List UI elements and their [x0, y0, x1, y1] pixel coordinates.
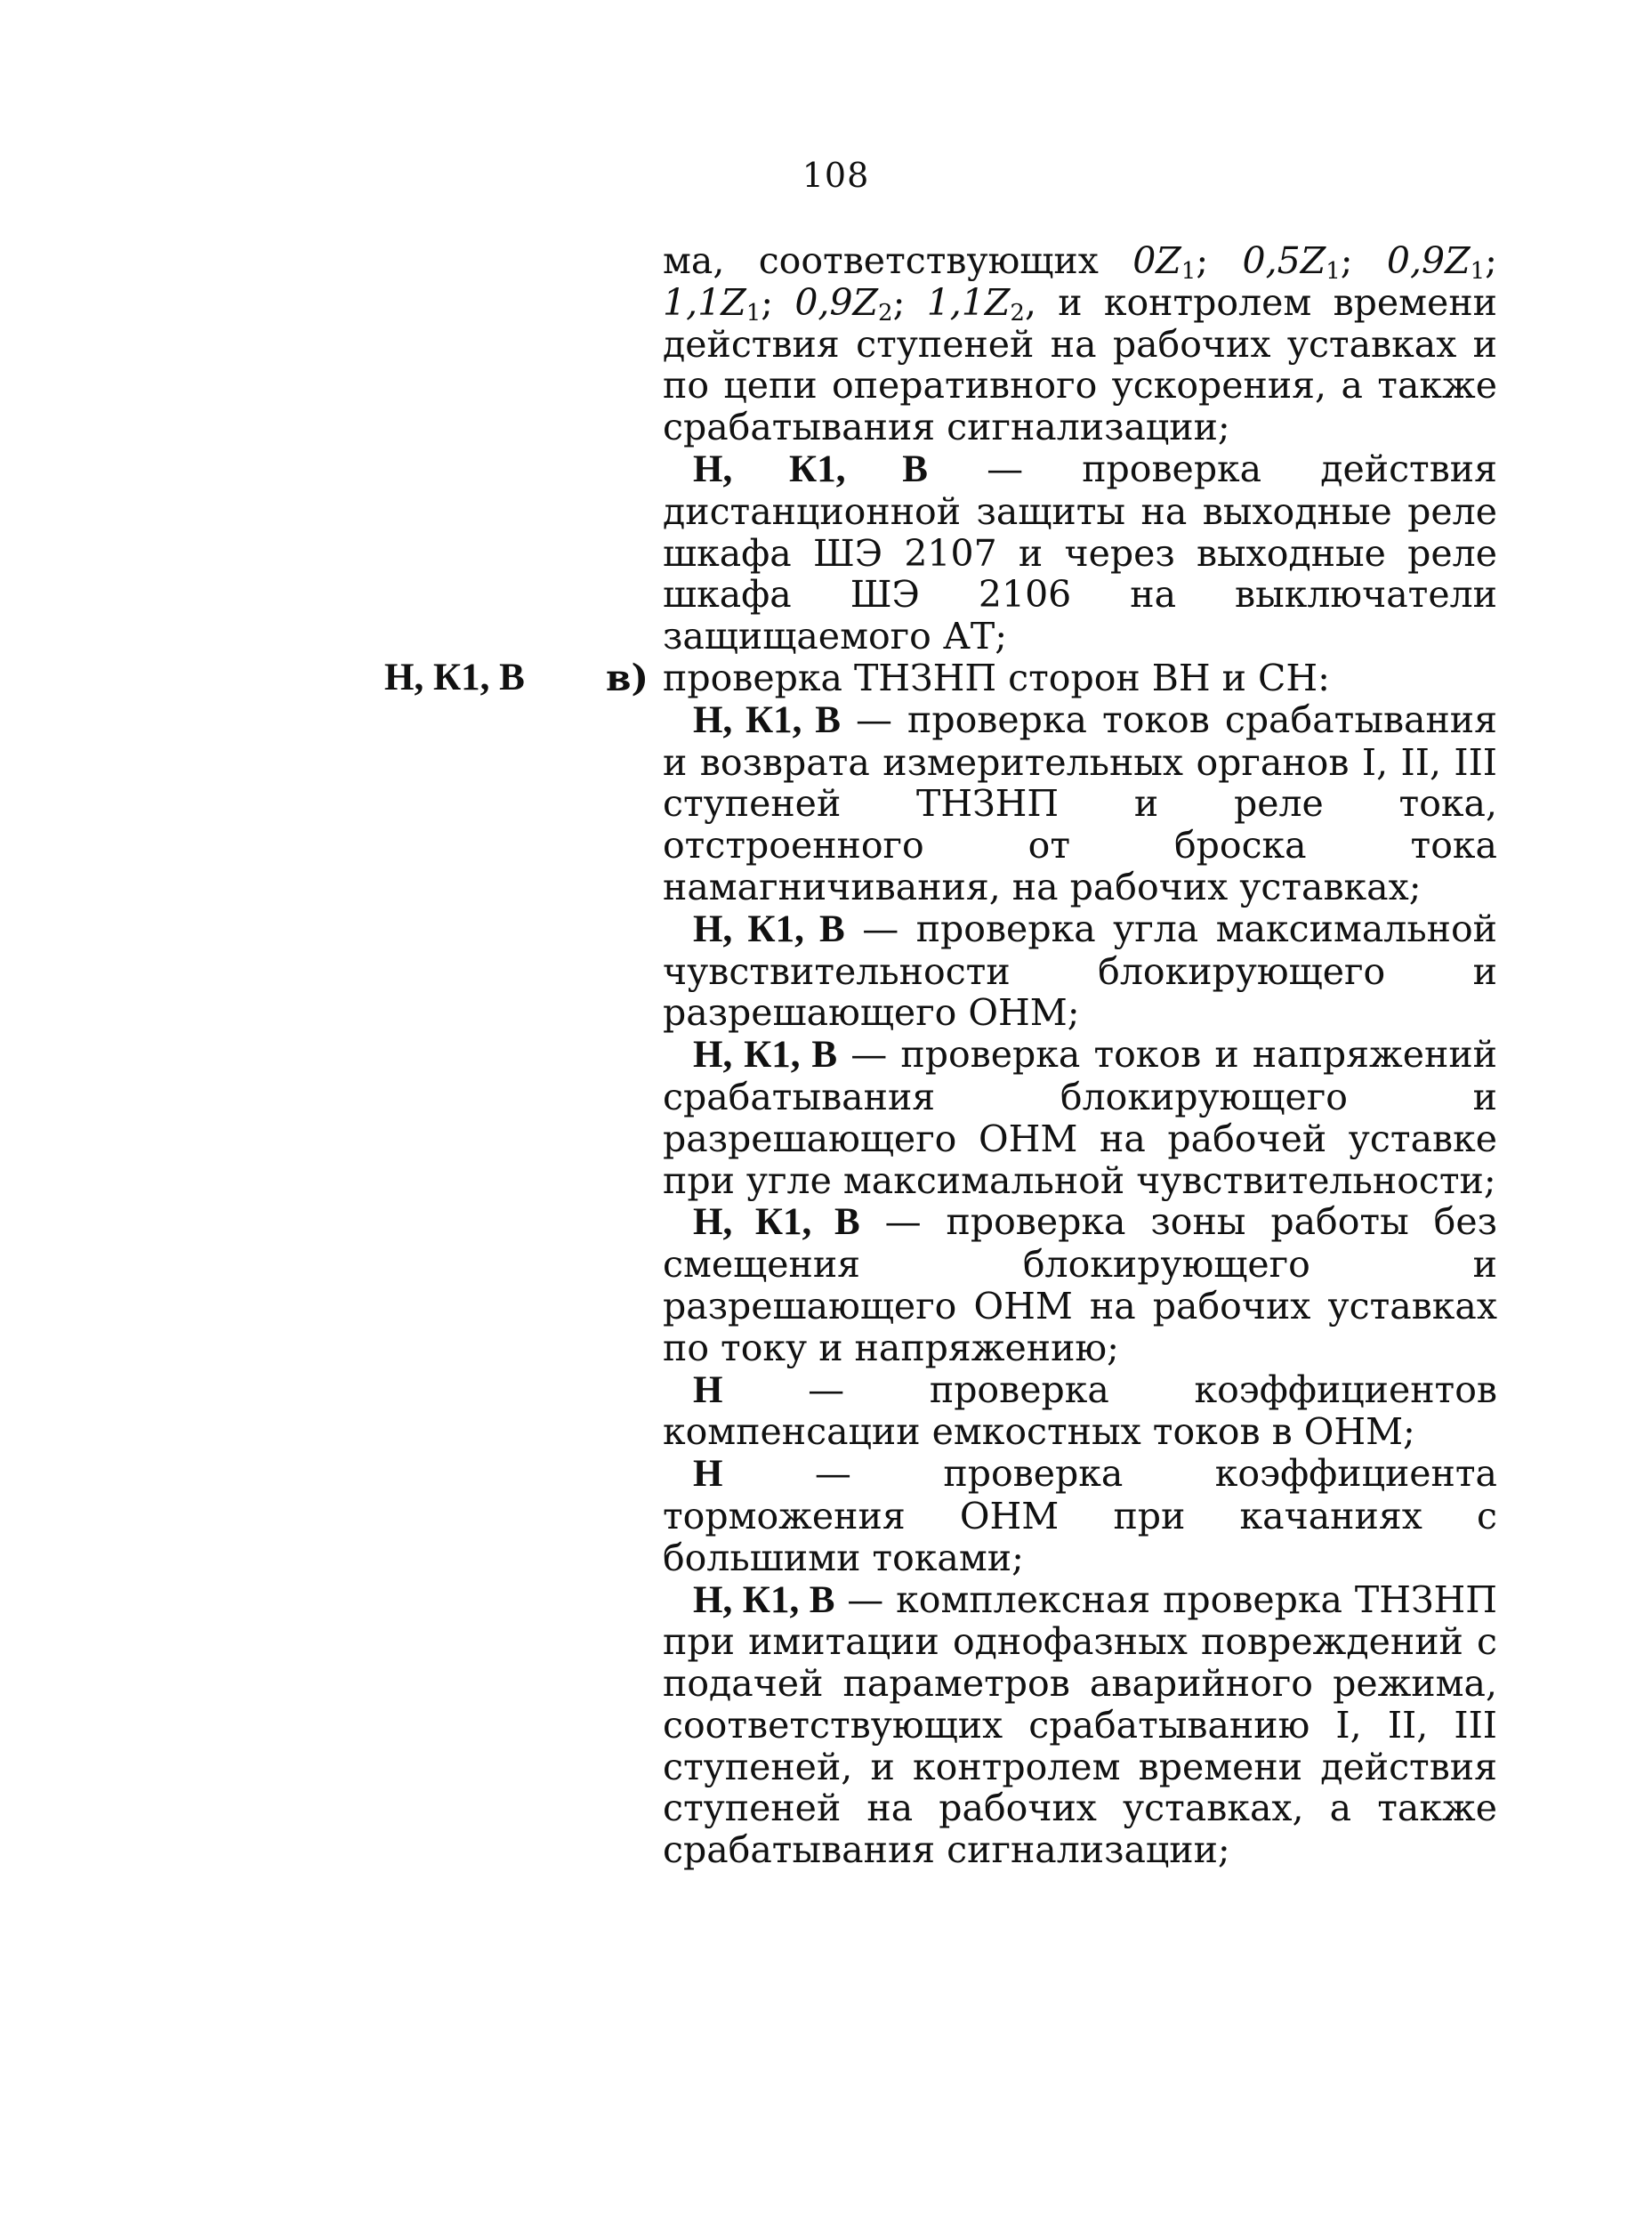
check-codes: Н, К1, В — [693, 1578, 835, 1621]
check-text: — проверка коэффициентов компенсации емкостных токов в ОНМ; — [663, 1368, 1497, 1454]
formula-z: 1,1Z — [926, 280, 1011, 324]
formula-z: 0,9Z — [794, 280, 879, 324]
formula-z: 0,9Z — [1386, 239, 1471, 282]
formula-subscript: 1 — [1326, 258, 1341, 285]
section-v-heading — [384, 656, 1497, 699]
check-codes: Н, К1, В — [693, 698, 841, 741]
check-item — [663, 1453, 1497, 1578]
formula-subscript: 2 — [878, 299, 893, 327]
check-codes: Н, К1, В — [693, 1034, 838, 1077]
text-fragment: ; — [1196, 239, 1243, 282]
check-item — [663, 699, 1497, 908]
formula-subscript: 1 — [1181, 258, 1197, 285]
check-text: — проверка токов срабатывания и возврата измерительных органов I, II, III ступеней ТНЗНП и реле тока, отстроенного от броска тока намагничивания, на рабочих уставках; — [663, 698, 1497, 908]
page-number: 108 — [802, 156, 870, 195]
text-fragment: ; — [1340, 239, 1387, 282]
formula-subscript: 2 — [1010, 299, 1025, 327]
text-fragment: , и контролем времени действия ступеней на рабочих уставках и по цепи оперативного ускорения, а также срабатывания сигнализации; — [663, 280, 1497, 449]
text-fragment: ; — [892, 280, 927, 324]
check-item-distance-outputs — [663, 448, 1497, 658]
formula-subscript: 1 — [745, 299, 762, 327]
section-letter: в) — [606, 656, 649, 699]
check-codes: Н, К1, В — [693, 1201, 860, 1244]
paragraph-continuation — [663, 240, 1497, 448]
margin-check-codes: Н, К1, В — [384, 656, 525, 698]
formula-subscript: 1 — [1470, 258, 1486, 285]
text-column — [384, 239, 1497, 1872]
section-title: проверка ТНЗНП сторон ВН и СН: — [663, 656, 1330, 699]
check-text: — проверка токов и напряжений срабатывания блокирующего и разрешающего ОНМ на рабочей уставке при угле максимальной чувствительности; — [663, 1033, 1497, 1202]
check-item — [663, 908, 1497, 1034]
check-codes: Н, К1, В — [693, 448, 928, 490]
text-fragment: ; — [761, 280, 795, 324]
check-codes: Н — [693, 1368, 723, 1411]
formula-z: 1,1Z — [663, 280, 746, 324]
check-text: — проверка угла максимальной чувствительности блокирующего и разрешающего ОНМ; — [663, 907, 1497, 1035]
formula-z: 0Z — [1132, 239, 1181, 282]
check-text: — комплексная проверка ТНЗНП при имитации однофазных повреждений с подачей параметров аварийного режима, соответствующих срабатыванию I, II, III ступеней, и контролем времени действия ступеней на рабочих уставках, а также срабатывания сигнализации; — [663, 1577, 1497, 1872]
check-codes: Н — [693, 1453, 723, 1496]
check-item — [663, 1579, 1497, 1872]
text-fragment: ма, соответствующих — [663, 239, 1133, 282]
text-fragment: ; — [1485, 239, 1497, 282]
check-item — [663, 1369, 1497, 1454]
check-item — [663, 1201, 1497, 1368]
check-text: — проверка коэффициента торможения ОНМ при качаниях с большими токами; — [663, 1452, 1497, 1579]
check-text: — проверка действия дистанционной защиты на выходные реле шкафа ШЭ 2107 и через выходные реле шкафа ШЭ 2106 на выключатели защищаемого АТ; — [663, 447, 1497, 658]
check-codes: Н, К1, В — [693, 908, 845, 950]
check-text: — проверка зоны работы без смещения блокирующего и разрешающего ОНМ на рабочих уставках по току и напряжению; — [663, 1200, 1497, 1369]
check-item — [663, 1034, 1497, 1201]
formula-z: 0,5Z — [1242, 239, 1326, 282]
